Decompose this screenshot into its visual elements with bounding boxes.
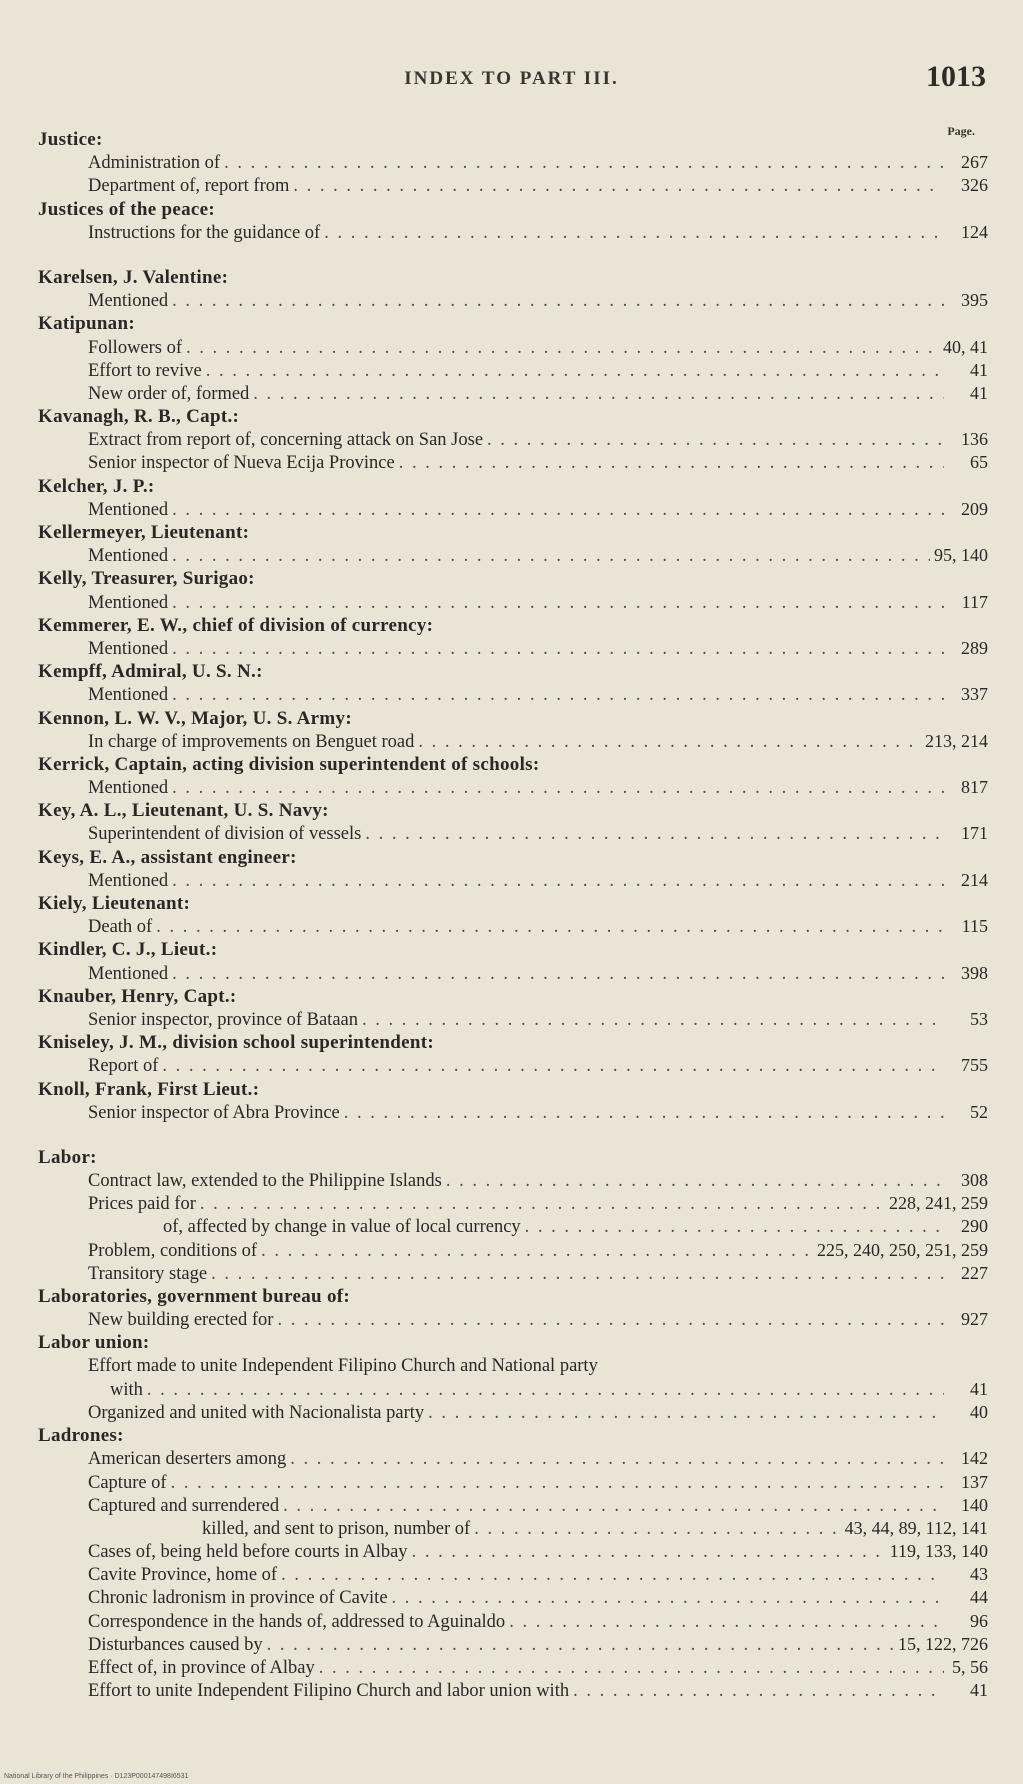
index-subentry bbox=[38, 151, 988, 174]
index-heading-text: Keys, E. A., assistant engineer: bbox=[38, 846, 297, 868]
subentry-text: Contract law, extended to the Philippine Islands bbox=[88, 1171, 442, 1192]
index-heading bbox=[38, 753, 988, 776]
index-heading-text: Kelcher, J. P.: bbox=[38, 475, 155, 497]
subentry-text: Extract from report of, concerning attack on San Jose bbox=[88, 430, 484, 451]
dot-leader bbox=[224, 152, 944, 175]
dot-leader bbox=[362, 1009, 944, 1032]
index-subentry bbox=[38, 289, 988, 312]
index-heading bbox=[38, 1031, 988, 1054]
dot-leader bbox=[446, 1170, 944, 1193]
page-reference: 44 bbox=[970, 1587, 988, 1608]
subentry-text: Prices paid for bbox=[88, 1194, 196, 1215]
index-heading bbox=[38, 567, 988, 590]
index-subentry bbox=[38, 451, 988, 474]
index-heading-text: Knauber, Henry, Capt.: bbox=[38, 985, 237, 1007]
dot-leader bbox=[162, 1055, 944, 1078]
subentry-text: Department of, report from bbox=[88, 176, 290, 197]
page-reference: 95, 140 bbox=[934, 545, 988, 566]
index-subentry bbox=[38, 1008, 988, 1031]
page-reference: 124 bbox=[961, 221, 988, 242]
dot-leader bbox=[293, 175, 944, 198]
index-heading bbox=[38, 1331, 988, 1354]
subentry-text: Mentioned bbox=[88, 592, 169, 613]
index-heading-text: Kavanagh, R. B., Capt.: bbox=[38, 406, 240, 428]
index-subentry bbox=[38, 544, 988, 567]
index-subentry bbox=[38, 1262, 988, 1285]
page-reference: 326 bbox=[961, 175, 988, 196]
index-subentry bbox=[38, 1471, 988, 1494]
dot-leader bbox=[525, 1216, 944, 1239]
dot-leader bbox=[319, 1657, 944, 1680]
page-reference: 927 bbox=[961, 1309, 988, 1330]
index-heading-text: Kerrick, Captain, acting division superintendent of schools: bbox=[38, 753, 540, 775]
dot-leader bbox=[206, 360, 944, 383]
index-heading-text: Knoll, Frank, First Lieut.: bbox=[38, 1078, 260, 1100]
page-reference: 267 bbox=[961, 152, 988, 173]
subentry-text: Superintendent of division of vessels bbox=[88, 824, 362, 845]
page-reference: 214 bbox=[961, 869, 988, 890]
page-reference: 228, 241, 259 bbox=[889, 1193, 988, 1214]
index-subentry bbox=[38, 776, 988, 799]
page-reference: 5, 56 bbox=[952, 1657, 988, 1677]
dot-leader bbox=[200, 1193, 885, 1216]
page-reference: 65 bbox=[970, 452, 988, 473]
index-subentry bbox=[38, 1192, 988, 1215]
index-subentry bbox=[38, 174, 988, 197]
page-reference: 117 bbox=[961, 591, 988, 612]
index-subentry bbox=[38, 1169, 988, 1192]
subentry-text: Mentioned bbox=[88, 778, 169, 799]
index-heading bbox=[38, 985, 988, 1008]
index-heading-text: Kennon, L. W. V., Major, U. S. Army: bbox=[38, 707, 352, 729]
dot-leader bbox=[290, 1448, 944, 1471]
page-reference: 40, 41 bbox=[943, 336, 988, 357]
dot-leader bbox=[172, 592, 944, 615]
subentry-text: with bbox=[110, 1379, 143, 1400]
index-subentry bbox=[38, 1610, 988, 1633]
subentry-text: killed, and sent to prison, number of bbox=[202, 1518, 471, 1539]
index-heading-text: Justices of the peace: bbox=[38, 198, 216, 220]
dot-leader bbox=[172, 545, 930, 568]
dot-leader bbox=[365, 823, 944, 846]
index-subentry bbox=[38, 915, 988, 938]
index-subentry bbox=[38, 1101, 988, 1124]
dot-leader bbox=[172, 777, 944, 800]
index-subentry bbox=[38, 730, 988, 753]
subentry-text: Mentioned bbox=[88, 638, 169, 659]
page-reference: 136 bbox=[961, 429, 988, 450]
subentry-text: Effort made to unite Independent Filipino Church and National party bbox=[88, 1355, 598, 1376]
index-subentry bbox=[38, 1586, 988, 1609]
running-head: INDEX TO PART III. bbox=[404, 68, 619, 89]
page-reference: 41 bbox=[970, 1680, 988, 1701]
subentry-text: New building erected for bbox=[88, 1310, 274, 1331]
index-heading-text: Karelsen, J. Valentine: bbox=[38, 266, 229, 288]
index-heading bbox=[38, 799, 988, 822]
subentry-text: Mentioned bbox=[88, 963, 169, 984]
index-heading-text: Kemmerer, E. W., chief of division of currency: bbox=[38, 614, 434, 636]
subentry-text: New order of, formed bbox=[88, 383, 250, 404]
subentry-text: Instructions for the guidance of bbox=[88, 222, 321, 243]
dot-leader bbox=[172, 499, 944, 522]
page-reference: 43, 44, 89, 112, 141 bbox=[844, 1517, 988, 1538]
index-heading bbox=[38, 1078, 988, 1101]
index-subentry bbox=[38, 359, 988, 382]
subentry-text: Captured and surrendered bbox=[88, 1495, 280, 1516]
dot-leader bbox=[171, 1472, 944, 1495]
index-subentry bbox=[38, 822, 988, 845]
page-reference: 52 bbox=[970, 1101, 988, 1122]
subentry-text: Capture of bbox=[88, 1472, 167, 1493]
index-heading bbox=[38, 1146, 988, 1169]
subentry-text: Mentioned bbox=[88, 685, 169, 706]
index-heading-text: Laboratories, government bureau of: bbox=[38, 1286, 351, 1307]
index-heading bbox=[38, 846, 988, 869]
index-heading bbox=[38, 521, 988, 544]
index-list bbox=[38, 128, 988, 1702]
index-subentry bbox=[38, 637, 988, 660]
page-reference: 137 bbox=[961, 1471, 988, 1492]
index-heading-text: Kellermeyer, Lieutenant: bbox=[38, 522, 250, 543]
index-subentry bbox=[38, 1656, 988, 1679]
dot-leader bbox=[324, 222, 944, 245]
index-heading-text: Key, A. L., Lieutenant, U. S. Navy: bbox=[38, 800, 329, 822]
index-subentry bbox=[38, 1378, 988, 1401]
dot-leader bbox=[281, 1564, 944, 1587]
page-reference: 43 bbox=[970, 1564, 988, 1585]
subentry-text: American deserters among bbox=[88, 1449, 287, 1470]
page-reference: 398 bbox=[961, 962, 988, 983]
page-reference: 41 bbox=[970, 382, 988, 403]
dot-leader bbox=[428, 1402, 944, 1425]
dot-leader bbox=[474, 1518, 840, 1541]
index-heading bbox=[38, 128, 988, 151]
index-subentry bbox=[38, 1494, 988, 1517]
subentry-text: Organized and united with Nacionalista party bbox=[88, 1402, 425, 1423]
subentry-text: of, affected by change in value of local currency bbox=[163, 1217, 521, 1238]
index-heading bbox=[38, 198, 988, 221]
index-subentry bbox=[38, 1355, 988, 1378]
page-reference: 41 bbox=[970, 359, 988, 380]
dot-leader bbox=[412, 1541, 886, 1564]
index-heading-text: Kniseley, J. M., division school superintendent: bbox=[38, 1032, 435, 1054]
dot-leader bbox=[172, 684, 944, 707]
index-subentry bbox=[38, 1215, 988, 1238]
subentry-text: Senior inspector of Nueva Ecija Province bbox=[88, 453, 395, 474]
dot-leader bbox=[172, 963, 944, 986]
index-heading-text: Labor: bbox=[38, 1146, 97, 1168]
page-number: 1013 bbox=[926, 60, 986, 93]
index-heading-text: Labor union: bbox=[38, 1332, 150, 1354]
index-subentry bbox=[38, 498, 988, 521]
subentry-text: Administration of bbox=[88, 153, 221, 174]
index-heading-text: Ladrones: bbox=[38, 1425, 124, 1447]
dot-leader bbox=[261, 1240, 813, 1263]
index-subentry bbox=[38, 591, 988, 614]
index-heading bbox=[38, 1424, 988, 1447]
subentry-text: Effect of, in province of Albay bbox=[88, 1658, 315, 1678]
index-subentry bbox=[38, 221, 988, 244]
dot-leader bbox=[172, 290, 944, 313]
page-reference: 225, 240, 250, 251, 259 bbox=[817, 1239, 988, 1260]
subentry-text: Mentioned bbox=[88, 870, 169, 891]
index-heading-text: Kelly, Treasurer, Surigao: bbox=[38, 568, 255, 590]
dot-leader bbox=[253, 383, 944, 406]
dot-leader bbox=[344, 1102, 944, 1125]
dot-leader bbox=[392, 1587, 944, 1610]
dot-leader bbox=[509, 1611, 944, 1634]
index-heading-text: Katipunan: bbox=[38, 313, 135, 335]
dot-leader bbox=[573, 1680, 944, 1703]
index-subentry bbox=[38, 1517, 988, 1540]
page-reference: 41 bbox=[970, 1378, 988, 1399]
index-subentry bbox=[38, 428, 988, 451]
page-reference: 171 bbox=[961, 823, 988, 844]
dot-leader bbox=[147, 1379, 944, 1402]
page-reference: 213, 214 bbox=[925, 730, 988, 751]
index-heading bbox=[38, 312, 988, 335]
index-heading bbox=[38, 405, 988, 428]
subentry-text: Effort to unite Independent Filipino Church and labor union with bbox=[88, 1681, 570, 1702]
dot-leader bbox=[172, 870, 944, 893]
dot-leader bbox=[267, 1634, 894, 1657]
dot-leader bbox=[186, 337, 939, 360]
subentry-text: Chronic ladronism in province of Cavite bbox=[88, 1588, 388, 1609]
page-reference: 755 bbox=[961, 1055, 988, 1076]
index-heading-text: Kempff, Admiral, U. S. N.: bbox=[38, 661, 263, 683]
index-subentry bbox=[38, 962, 988, 985]
subentry-text: Report of bbox=[88, 1056, 159, 1077]
dot-leader bbox=[172, 638, 944, 661]
page-reference: 337 bbox=[961, 684, 988, 705]
page-reference: 15, 122, 726 bbox=[898, 1633, 988, 1654]
index-heading bbox=[38, 660, 988, 683]
index-heading bbox=[38, 892, 988, 915]
page-reference: 395 bbox=[961, 290, 988, 311]
subentry-text: Cavite Province, home of bbox=[88, 1565, 278, 1586]
index-heading-text: Justice: bbox=[38, 129, 103, 150]
page-reference: 227 bbox=[961, 1262, 988, 1283]
index-heading-text: Kindler, C. J., Lieut.: bbox=[38, 939, 218, 961]
page-reference: 209 bbox=[961, 498, 988, 519]
dot-leader bbox=[156, 916, 944, 939]
index-subentry bbox=[38, 1633, 988, 1656]
index-heading bbox=[38, 475, 988, 498]
section-gap bbox=[38, 1124, 988, 1146]
section-gap bbox=[38, 244, 988, 266]
page-reference: 96 bbox=[970, 1610, 988, 1631]
index-heading bbox=[38, 614, 988, 637]
subentry-text: Senior inspector, province of Bataan bbox=[88, 1009, 358, 1030]
subentry-text: Transitory stage bbox=[88, 1263, 208, 1284]
index-heading bbox=[38, 938, 988, 961]
dot-leader bbox=[283, 1495, 944, 1518]
page-reference: 308 bbox=[961, 1170, 988, 1191]
index-subentry bbox=[38, 1308, 988, 1331]
subentry-text: Correspondence in the hands of, addressed to Aguinaldo bbox=[88, 1611, 506, 1632]
index-subentry bbox=[38, 683, 988, 706]
index-subentry bbox=[38, 1679, 988, 1702]
index-subentry bbox=[38, 336, 988, 359]
subentry-text: Senior inspector of Abra Province bbox=[88, 1102, 340, 1123]
subentry-text: Followers of bbox=[88, 337, 183, 358]
index-subentry bbox=[38, 1401, 988, 1424]
dot-leader bbox=[277, 1309, 944, 1332]
page-reference: 119, 133, 140 bbox=[889, 1541, 988, 1562]
index-heading bbox=[38, 266, 988, 289]
subentry-text: Mentioned bbox=[88, 499, 169, 520]
page-reference: 289 bbox=[961, 637, 988, 658]
page-column-label: Page. bbox=[947, 124, 975, 138]
page-reference: 53 bbox=[970, 1008, 988, 1029]
index-subentry bbox=[38, 1239, 988, 1262]
page-reference: 142 bbox=[961, 1448, 988, 1469]
index-heading bbox=[38, 707, 988, 730]
subentry-text: Cases of, being held before courts in Albay bbox=[88, 1542, 408, 1563]
index-heading bbox=[38, 1285, 988, 1308]
index-subentry bbox=[38, 1054, 988, 1077]
subentry-text: Problem, conditions of bbox=[88, 1240, 258, 1261]
page-reference: 140 bbox=[961, 1494, 988, 1515]
scan-footer: National Library of the Philippines · D123P000147498I6531 bbox=[4, 1773, 189, 1780]
subentry-text: Death of bbox=[88, 917, 153, 938]
dot-leader bbox=[418, 731, 921, 754]
page-reference: 290 bbox=[961, 1216, 988, 1237]
index-subentry bbox=[38, 382, 988, 405]
page-reference: 115 bbox=[961, 916, 988, 937]
index-subentry bbox=[38, 1447, 988, 1470]
index-subentry bbox=[38, 1540, 988, 1563]
index-subentry bbox=[38, 1563, 988, 1586]
subentry-text: Mentioned bbox=[88, 546, 169, 567]
subentry-text: Disturbances caused by bbox=[88, 1634, 263, 1655]
page-reference: 817 bbox=[961, 777, 988, 798]
index-subentry bbox=[38, 869, 988, 892]
subentry-text: Mentioned bbox=[88, 291, 169, 312]
subentry-text: In charge of improvements on Benguet road bbox=[88, 731, 415, 752]
dot-leader bbox=[487, 429, 944, 452]
page-reference: 40 bbox=[970, 1401, 988, 1422]
index-heading-text: Kiely, Lieutenant: bbox=[38, 893, 191, 914]
subentry-text: Effort to revive bbox=[88, 360, 202, 381]
dot-leader bbox=[399, 452, 944, 475]
dot-leader bbox=[211, 1263, 944, 1286]
